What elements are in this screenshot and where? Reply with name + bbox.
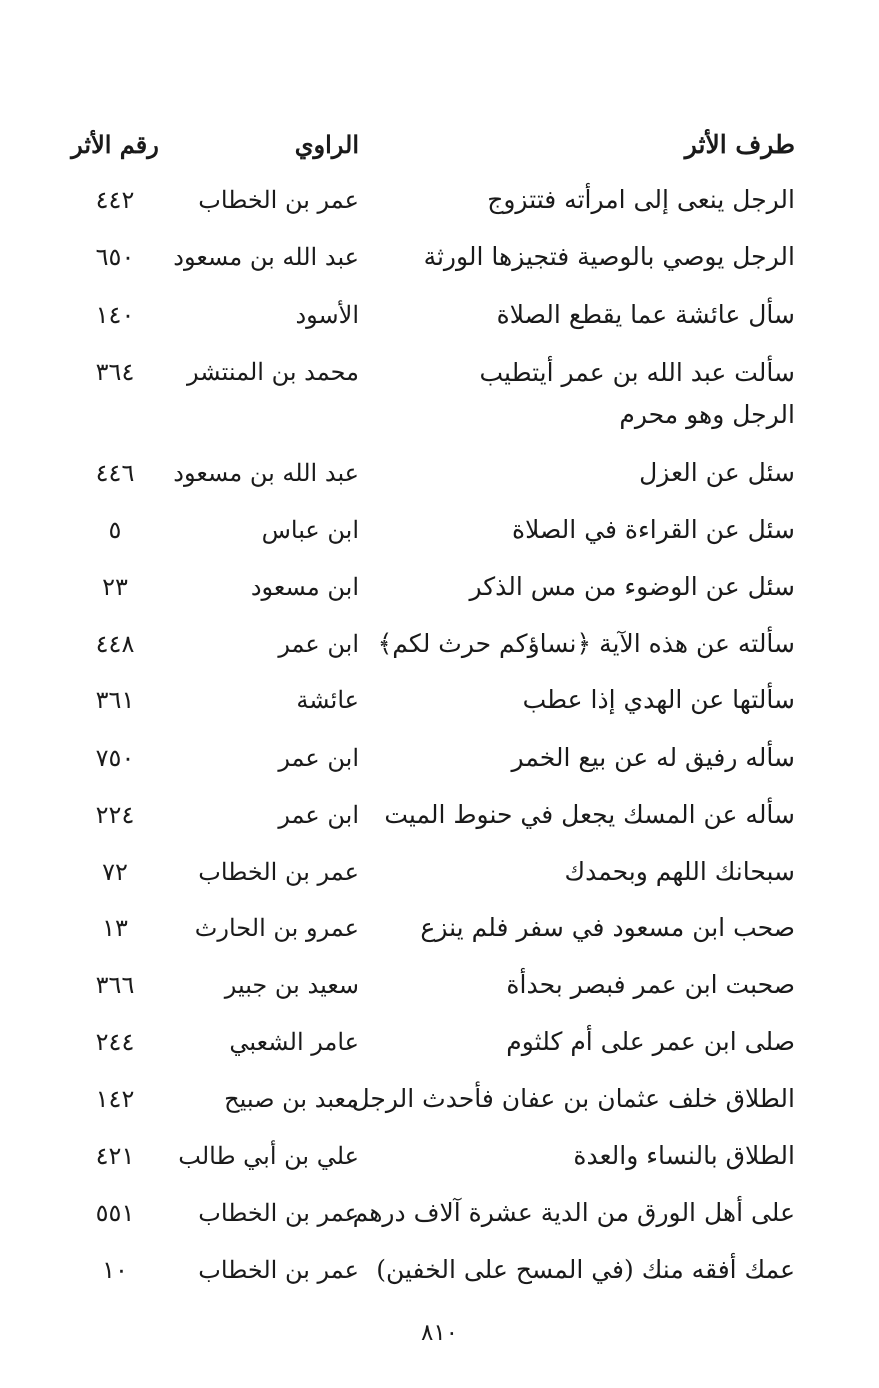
athar-text: الرجل يوصي بالوصية فتجيزها الورثة <box>423 242 795 271</box>
athar-text: سئل عن الوضوء من مس الذكر <box>469 572 795 601</box>
narrator: عبد الله بن مسعود <box>173 459 359 487</box>
athar-text: سئل عن القراءة في الصلاة <box>511 515 795 544</box>
table-row <box>0 1079 879 1119</box>
athar-text: سألتها عن الهدي إذا عطب <box>522 685 795 714</box>
athar-number: ٤٤٢ <box>95 186 135 214</box>
athar-number: ٧٢ <box>102 858 128 886</box>
athar-text: سألته عن هذه الآية ﴿نساؤكم حرث لكم﴾ <box>377 629 795 658</box>
table-row <box>0 738 879 778</box>
athar-text: على أهل الورق من الدية عشرة آلاف درهم <box>352 1198 795 1227</box>
table-row <box>0 1250 879 1290</box>
athar-number: ٤٤٨ <box>95 630 135 658</box>
table-row <box>0 795 879 835</box>
table-row <box>0 680 879 720</box>
athar-number: ١٤٠ <box>95 301 135 329</box>
athar-text: عمك أفقه منك (في المسح على الخفين) <box>376 1255 795 1284</box>
athar-number: ٢٣ <box>102 573 128 601</box>
athar-text: سأله عن المسك يجعل في حنوط الميت <box>384 800 795 829</box>
header-number-column: رقم الأثر <box>71 130 159 159</box>
header-text-column: طرف الأثر <box>684 130 795 159</box>
athar-text: الرجل ينعى إلى امرأته فتتزوج <box>487 185 795 214</box>
table-row <box>0 180 879 220</box>
athar-number: ٢٢٤ <box>95 801 135 829</box>
athar-number: ٣٦٤ <box>95 358 135 386</box>
athar-number: ٣٦٦ <box>95 971 135 999</box>
athar-text: صحبت ابن عمر فبصر بحدأة <box>506 970 795 999</box>
table-row <box>0 510 879 550</box>
table-row <box>0 965 879 1005</box>
table-row <box>0 352 879 436</box>
narrator: الأسود <box>295 301 359 329</box>
table-row <box>0 237 879 277</box>
table-row <box>0 908 879 948</box>
narrator: ابن عمر <box>278 801 359 829</box>
athar-text: سئل عن العزل <box>639 458 795 487</box>
page-number: ٨١٠ <box>420 1320 459 1346</box>
athar-text: سأله رفيق له عن بيع الخمر <box>511 743 795 772</box>
athar-number: ٣٦١ <box>95 686 135 714</box>
table-row <box>0 1136 879 1176</box>
athar-text: صحب ابن مسعود في سفر فلم ينزع <box>420 913 795 942</box>
narrator: سعيد بن جبير <box>224 971 359 999</box>
narrator: محمد بن المنتشر <box>186 358 359 386</box>
narrator: عمر بن الخطاب <box>198 858 359 886</box>
athar-number: ١٣ <box>102 914 128 942</box>
narrator: عمر بن الخطاب <box>198 186 359 214</box>
table-row <box>0 567 879 607</box>
athar-text: الطلاق خلف عثمان بن عفان فأحدث الرجل <box>351 1084 795 1113</box>
narrator: علي بن أبي طالب <box>178 1142 359 1170</box>
narrator: معبد بن صبيح <box>224 1085 359 1113</box>
table-row <box>0 453 879 493</box>
athar-number: ٥ <box>108 516 122 544</box>
narrator: عائشة <box>296 686 359 714</box>
narrator: عمرو بن الحارث <box>194 914 359 942</box>
athar-text: سألت عبد الله بن عمر أيتطيب الرجل وهو محرم <box>479 358 795 429</box>
athar-text: الطلاق بالنساء والعدة <box>573 1141 795 1170</box>
table-row <box>0 1193 879 1233</box>
table-row <box>0 1022 879 1062</box>
narrator: ابن عمر <box>278 630 359 658</box>
table-row <box>0 295 879 335</box>
athar-number: ١٤٢ <box>95 1085 135 1113</box>
athar-number: ٥٥١ <box>95 1199 135 1227</box>
narrator: ابن عباس <box>261 516 359 544</box>
table-row <box>0 852 879 892</box>
athar-number: ٧٥٠ <box>95 744 135 772</box>
athar-number: ١٠ <box>102 1256 128 1284</box>
table-header <box>0 125 879 165</box>
athar-text: سبحانك اللهم وبحمدك <box>564 857 795 886</box>
narrator: عامر الشعبي <box>229 1028 359 1056</box>
athar-number: ٤٤٦ <box>95 459 135 487</box>
athar-number: ٦٥٠ <box>95 243 135 271</box>
table-row <box>0 624 879 664</box>
narrator: ابن عمر <box>278 744 359 772</box>
athar-number: ٤٢١ <box>95 1142 135 1170</box>
athar-text: صلى ابن عمر على أم كلثوم <box>506 1027 795 1056</box>
athar-number: ٢٤٤ <box>95 1028 135 1056</box>
narrator: عمر بن الخطاب <box>198 1256 359 1284</box>
narrator: عبد الله بن مسعود <box>173 243 359 271</box>
narrator: ابن مسعود <box>250 573 359 601</box>
narrator: عمر بن الخطاب <box>198 1199 359 1227</box>
athar-text: سأل عائشة عما يقطع الصلاة <box>496 300 795 329</box>
header-narrator-column: الراوي <box>294 130 359 159</box>
